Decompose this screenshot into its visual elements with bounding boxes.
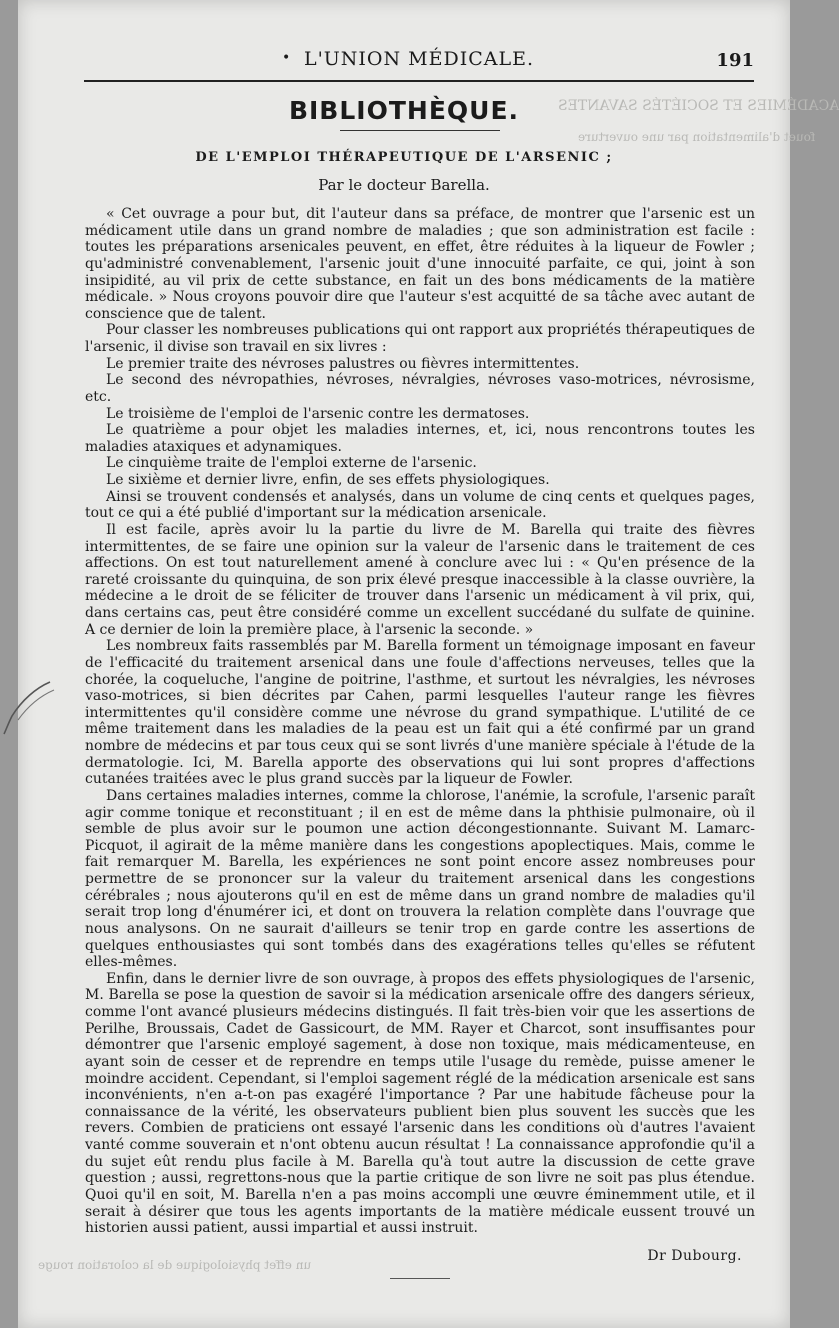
article-author: Par le docteur Barella. [318, 176, 490, 194]
header-rule [84, 80, 754, 82]
bleed-through-text: un effet physiologique de la coloration rouge [38, 1258, 312, 1272]
paragraph: Le troisième de l'emploi de l'arsenic contre les dermatoses. [106, 405, 530, 422]
end-rule [390, 1278, 450, 1279]
journal-page [18, 0, 839, 1328]
paragraph: Enfin, dans le dernier livre de son ouvrage, à propos des effets physiologiques de l'arsenic, M. Barella se pose la question de savoir si la médication arsenicale offre des dangers sérieux, comme l'ont avancé plusieurs médecins distingués. Il fait très-bien voir que les assertions de Perilhe, Broussais, Cadet de Gassicourt, de MM. Rayer et Charcot, sont insuffisantes pour démontrer que l'arsenic employé sagement, à dose non toxique, mais médicamenteuse, en ayant soin de cesser et de reprendre en temps utile l'usage du remède, puisse amener le moindre accident. Cependant, si l'emploi sagement réglé de la médication arsenicale est sans inconvénients, n'en a-t-on pas exagéré l'importance ? Par une habitude fâcheuse pour la connaissance de la vérité, les observateurs publient bien plus souvent les succès que les revers. Combien de praticiens ont essayé l'arsenic dans les conditions où d'autres l'avaient vanté comme souverain et n'ont obtenu aucun résultat ! La connaissance approfondie qu'il a du sujet eût rendu plus facile à M. Barella qu'à tout autre la discussion de cette grave question ; aussi, regrettons-nous que la partie critique de son livre ne soit pas plus étendue. Quoi qu'il en soit, M. Barella n'en a pas moins accompli une œuvre éminemment utile, et il serait à désirer que tous les agents importants de la matière médicale eussent trouvé un historien aussi patient, aussi impartial et aussi instruit. [85, 970, 755, 1237]
bleed-through-text: ACADÉMIES ET SOCIÉTÉS SAVANTES [558, 98, 839, 114]
article-body [85, 206, 755, 1237]
journal-title: L'UNION MÉDICALE. [303, 48, 535, 70]
paragraph: Le second des névropathies, névroses, névralgies, névroses vaso-motrices, névrosisme, etc. [85, 372, 755, 405]
paragraph: Le sixième et dernier livre, enfin, de ses effets physiologiques. [106, 472, 550, 488]
section-title: BIBLIOTHÈQUE. [288, 96, 520, 125]
paragraph: Le quatrième a pour objet les maladies internes, et, ici, nous rencontrons toutes les maladies ataxiques et adynamiques. [85, 422, 755, 455]
running-header [84, 46, 754, 74]
paragraph: Dans certaines maladies internes, comme la chlorose, l'anémie, la scrofule, l'arsenic paraît agir comme tonique et reconstituant ; il en est de même dans la phthisie pulmonaire, où il semble de plus avoir sur le poumon une action décongestionnante. Suivant M. Lamarc-Picquot, il agirait de la même manière dans les congestions apoplectiques. Mais, comme le fait remarquer M. Barella, les expériences ne sont point encore assez nombreuses pour permettre de se prononcer sur la valeur du traitement arsenical dans les congestions cérébrales ; nous ajouterons qu'il en est de même dans un grand nombre de maladies qu'il serait trop long d'énumérer ici, et dont on trouvera la relation complète dans l'ouvrage que nous analysons. On ne saurait d'ailleurs se tenir trop en garde contre les assertions de quelques enthousiastes qui sont tombés dans des exagérations telles qu'elles se réfutent elles-mêmes. [85, 787, 755, 971]
article-subtitle: DE L'EMPLOI THÉRAPEUTIQUE DE L'ARSENIC ; [195, 150, 613, 165]
header-dot: • [282, 50, 291, 66]
title-underline [340, 130, 500, 131]
paragraph: Ainsi se trouvent condensés et analysés, dans un volume de cinq cents et quelques pages, tout ce qui a été publié d'important sur la médication arsenicale. [85, 488, 755, 522]
margin-pencil-mark [0, 676, 60, 736]
page-number: 191 [716, 50, 754, 71]
paragraph: Les nombreux faits rassemblés par M. Barella forment un témoignage imposant en faveur de l'efficacité du traitement arsenical dans une foule d'affections nerveuses, telles que la chorée, la coqueluche, l'angine de poitrine, l'asthme, et surtout les névralgies, les névroses vaso-motrices, si bien décrites par Cahen, parmi lesquelles l'auteur range les fièvres intermittentes qu'il considère comme une névrose du grand sympathique. L'utilité de ce même traitement dans les maladies de la peau est un fait qui a été confirmé par un grand nombre de médecins et par tous ceux qui se sont livrés d'une manière spéciale à l'étude de la dermatologie. Ici, M. Barella apporte des observations qui lui sont propres d'affections cutanées traitées avec le plus grand succès par la liqueur de Fowler. [85, 638, 755, 788]
bleed-through-text: fouet d'alimentation par une ouverture [578, 130, 816, 144]
signature: Dr Dubourg. [647, 1248, 742, 1264]
paragraph: Il est facile, après avoir lu la partie du livre de M. Barella qui traite des fièvres intermittentes, de se faire une opinion sur la valeur de l'arsenic dans le traitement de ces affections. On est tout naturellement amené à conclure avec lui : « Qu'en présence de la rareté croissante du quinquina, de son prix élevé presque inaccessible à la classe ouvrière, la médecine a le droit de se féliciter de trouver dans l'arsenic un médicament à vil prix, qui, dans certains cas, peut être considéré comme un excellent succédané du sulfate de quinine. A ce dernier de loin la première place, à l'arsenic la seconde. » [85, 521, 755, 638]
paragraph: Le premier traite des névroses palustres ou fièvres intermittentes. [106, 355, 580, 372]
paragraph: Pour classer les nombreuses publications qui ont rapport aux propriétés thérapeutiques de l'arsenic, il divise son travail en six livres : [85, 322, 755, 355]
paragraph: « Cet ouvrage a pour but, dit l'auteur dans sa préface, de montrer que l'arsenic est un médicament utile dans un grand nombre de maladies ; que son administration est facile : toutes les préparations arsenicales peuvent, en effet, être réduites à la liqueur de Fowler ; qu'administré convenablement, l'arsenic jouit d'une innocuité parfaite, ce qui, joint à son insipidité, au vil prix de cette substance, en fait un des bons médicaments de la matière médicale. » Nous croyons pouvoir dire que l'auteur s'est acquitté de sa tâche avec autant de conscience que de talent. [85, 206, 755, 322]
paragraph: Le cinquième traite de l'emploi externe de l'arsenic. [106, 455, 477, 472]
